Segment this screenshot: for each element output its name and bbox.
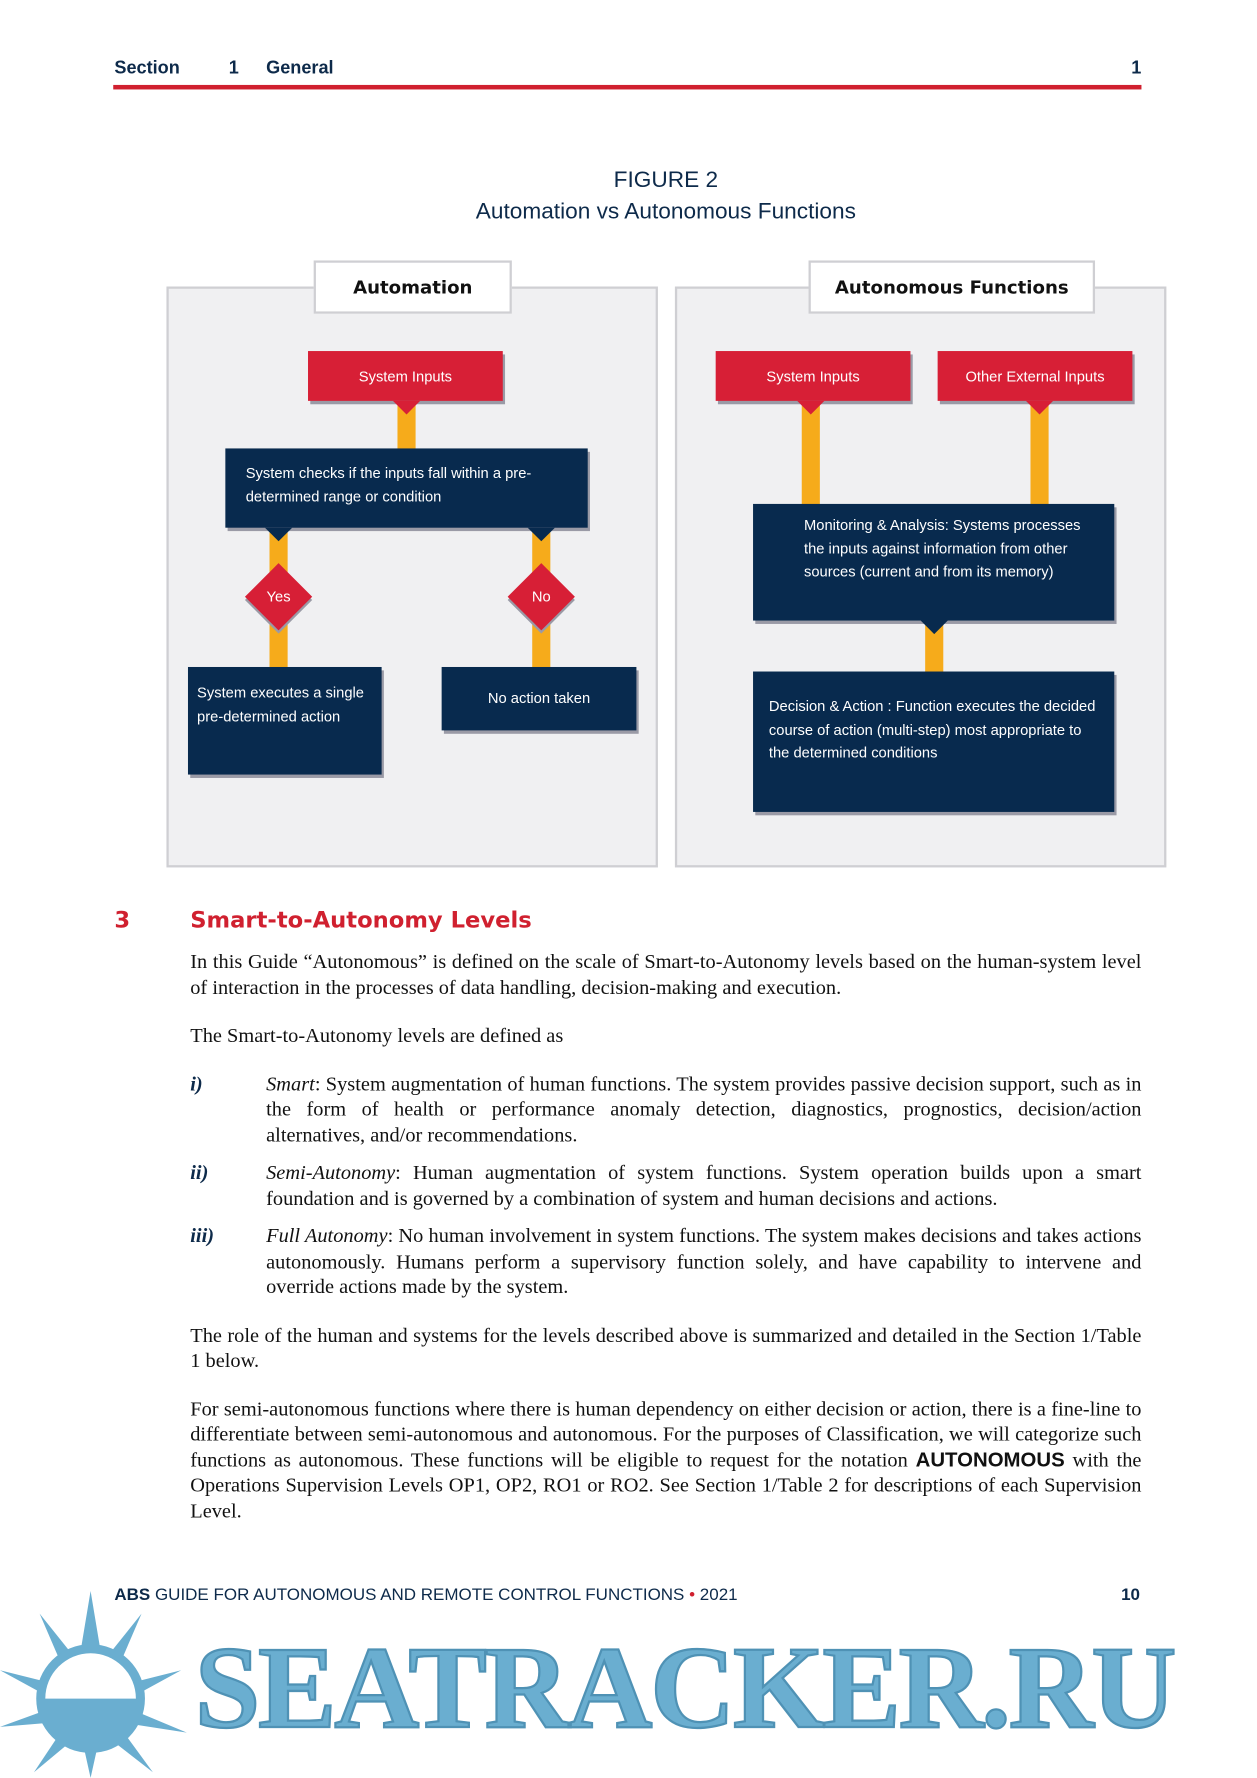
section-title: General xyxy=(266,58,334,79)
list-item xyxy=(190,1160,1141,1211)
pointer xyxy=(797,401,824,415)
list-item xyxy=(190,1071,1141,1147)
list-term: Full Autonomy xyxy=(266,1224,388,1247)
notation: AUTONOMOUS xyxy=(915,1447,1065,1471)
footer-guide-title: GUIDE FOR AUTONOMOUS AND REMOTE CONTROL FUNCTIONS xyxy=(154,1585,685,1605)
system-inputs-box: System Inputs xyxy=(716,351,911,401)
paragraph: In this Guide “Autonomous” is defined on the scale of Smart-to-Autonomy levels based on the human-system level of interaction in the processes of data handling, decision-making and execution. xyxy=(190,950,1142,999)
section-3 xyxy=(114,906,1141,1546)
arrow xyxy=(802,401,820,505)
section-number: 3 xyxy=(114,905,131,934)
list-text: : No human involvement in system functions. The system makes decisions and takes actions autonomously. Humans perform a supervisory function solely, and have capability to intervene and override actions made by the system. xyxy=(266,1224,1142,1298)
paragraph: The role of the human and systems for the levels described above is summarized and detailed in the Section 1/Table 1 below. xyxy=(190,1323,1142,1372)
yes-label: Yes xyxy=(266,587,291,605)
section-number: 1 xyxy=(228,58,239,79)
footer-year: 2021 xyxy=(699,1585,738,1605)
section-label: Section xyxy=(114,58,180,79)
pointer xyxy=(921,621,948,635)
paragraph-text: with the Operations Supervision Levels OP1, OP2, RO1 or RO2. See Section 1/Table 2 for descriptions of each Supervision Level. xyxy=(190,1447,1142,1522)
external-inputs-box: Other External Inputs xyxy=(938,351,1133,401)
pointer xyxy=(393,401,420,415)
arrow xyxy=(1030,401,1048,505)
list-text: : Human augmentation of system functions. System operation builds upon a smart foundation and is governed by a combination of system and human decisions and actions. xyxy=(266,1160,1142,1209)
figure-number: FIGURE 2 xyxy=(613,167,719,193)
pointer xyxy=(265,528,292,542)
no-action-box: No action taken xyxy=(442,667,637,730)
page-number: 10 xyxy=(1121,1585,1140,1605)
pointer xyxy=(1026,401,1053,415)
header-rule xyxy=(113,85,1141,90)
paragraph xyxy=(190,1396,1141,1523)
watermark-text: SEATRACKER.RU xyxy=(194,1622,1175,1753)
system-inputs-box: System Inputs xyxy=(308,351,503,401)
paragraph-text: For semi-autonomous functions where there is human dependency on either decision or action, there is a fine-line to differentiate between semi-autonomous and autonomous. For the purposes of Classification, we will categorize such functions as autonomous. These functions will be eligible to request for the notation xyxy=(190,1396,1142,1471)
list-term: Semi-Autonomy xyxy=(266,1160,396,1184)
execute-action-box: System executes a single pre-determined action xyxy=(188,667,382,775)
list-label: iii) xyxy=(190,1224,215,1247)
sun-watermark-icon xyxy=(0,1591,193,1778)
section-heading-row xyxy=(114,906,1141,949)
monitoring-analysis-box: Monitoring & Analysis: Systems processes the inputs against information from other sources (current and from its memory) xyxy=(753,504,1114,621)
list-text: : System augmentation of human functions. The system provides passive decision support, such as in the form of health or performance anomaly detection, diagnostics, prognostics, decision/action alternatives, and/or recommendations. xyxy=(266,1071,1142,1146)
figure-title: Automation vs Autonomous Functions xyxy=(475,199,856,225)
pointer xyxy=(528,528,555,542)
footer-title xyxy=(114,1585,737,1604)
list-item xyxy=(190,1223,1141,1299)
footer-separator: • xyxy=(689,1585,696,1605)
chapter-number: 1 xyxy=(1131,58,1142,79)
decision-action-box: Decision & Action : Function executes the decided course of action (multi-step) most appropriate to the determined conditions xyxy=(753,672,1114,812)
list-term: Smart xyxy=(266,1071,315,1095)
automation-tab: Automation xyxy=(314,260,512,313)
no-label: No xyxy=(531,587,551,605)
list-label: i) xyxy=(190,1071,203,1095)
paragraph: The Smart-to-Autonomy levels are defined as xyxy=(190,1023,564,1047)
section-heading: Smart-to-Autonomy Levels xyxy=(190,905,532,934)
footer-brand: ABS xyxy=(114,1585,151,1605)
condition-check-box: System checks if the inputs fall within a pre-determined range or condition xyxy=(225,448,587,527)
autonomous-tab: Autonomous Functions xyxy=(809,260,1095,313)
list-label: ii) xyxy=(190,1160,209,1184)
